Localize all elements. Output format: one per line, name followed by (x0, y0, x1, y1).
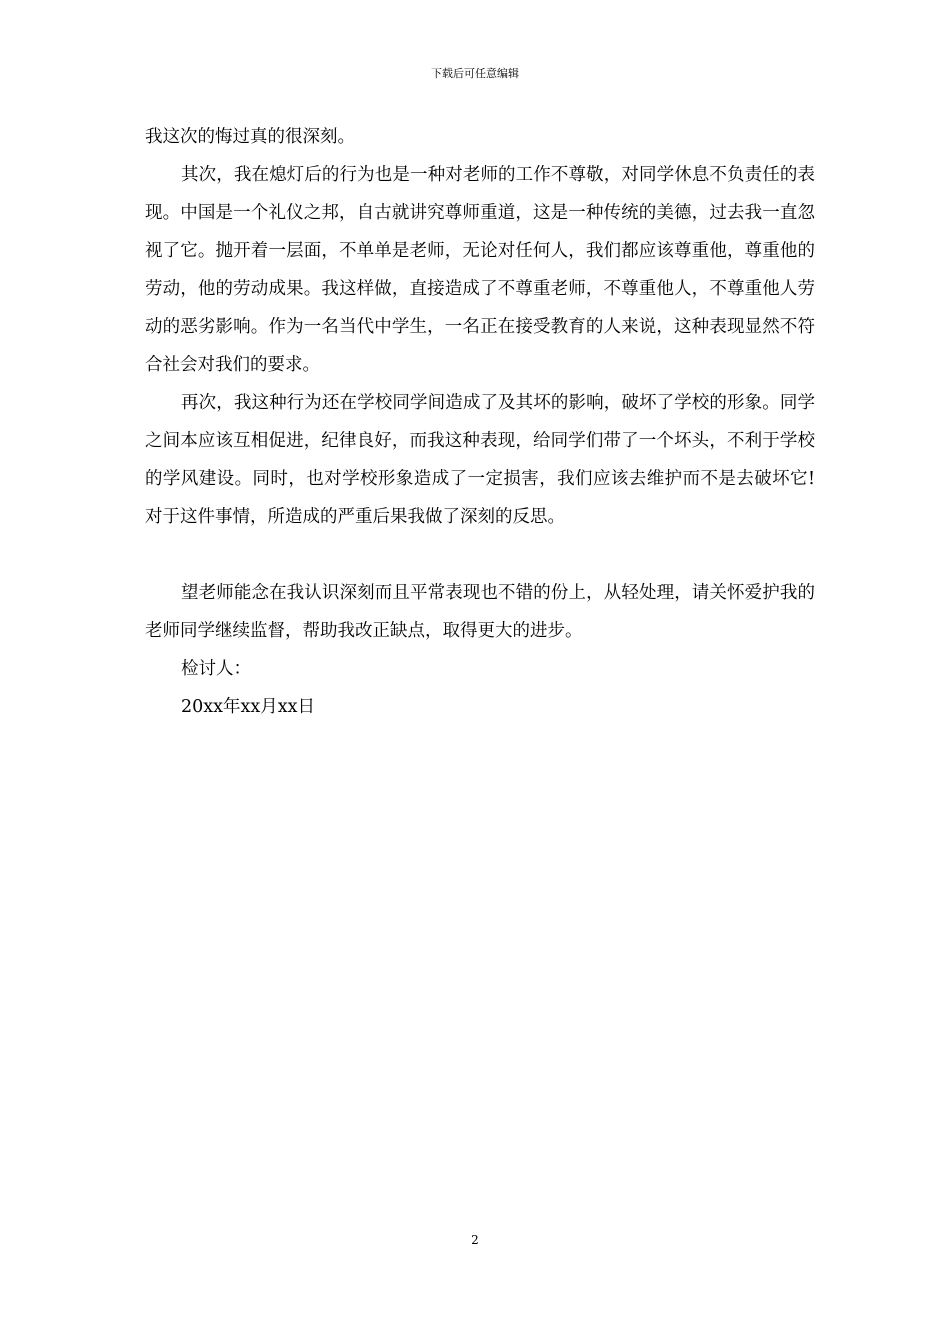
signature-label: 检讨人： (181, 659, 251, 679)
signature-date: 20xx年xx月xx日 (181, 697, 315, 717)
page-header: 下载后可任意编辑 (431, 67, 519, 80)
page-number: 2 (471, 1233, 479, 1247)
paragraph-continuation: 我这次的悔过真的很深刻。 (145, 127, 355, 147)
paragraph-second-point: 其次，我在熄灯后的行为也是一种对老师的工作不尊敬，对同学休息不负责任的表现。中国是一个礼仪之邦，自古就讲究尊师重道，这是一种传统的美德，过去我一直忽视了它。抛开着一层面，不单单是老师，无论对任何人，我们都应该尊重他，尊重他的劳动，他的劳动成果。我这样做，直接造成了不尊重老师，不尊重他人，不尊重他人劳动的恶劣影响。作为一名当代中学生，一名正在接受教育的人来说，这种表现显然不符合社会对我们的要求。 (145, 165, 815, 375)
paragraph-closing-request: 望老师能念在我认识深刻而且平常表现也不错的份上，从轻处理，请关怀爱护我的老师同学继续监督，帮助我改正缺点，取得更大的进步。 (145, 583, 815, 641)
paragraph-third-point: 再次，我这种行为还在学校同学间造成了及其坏的影响，破坏了学校的形象。同学之间本应该互相促进，纪律良好，而我这种表现，给同学们带了一个坏头，不利于学校的学风建设。同时，也对学校形象造成了一定损害，我们应该去维护而不是去破坏它!对于这件事情，所造成的严重后果我做了深刻的反思。 (145, 393, 815, 527)
blank-line (145, 536, 815, 574)
document-body (145, 118, 815, 726)
